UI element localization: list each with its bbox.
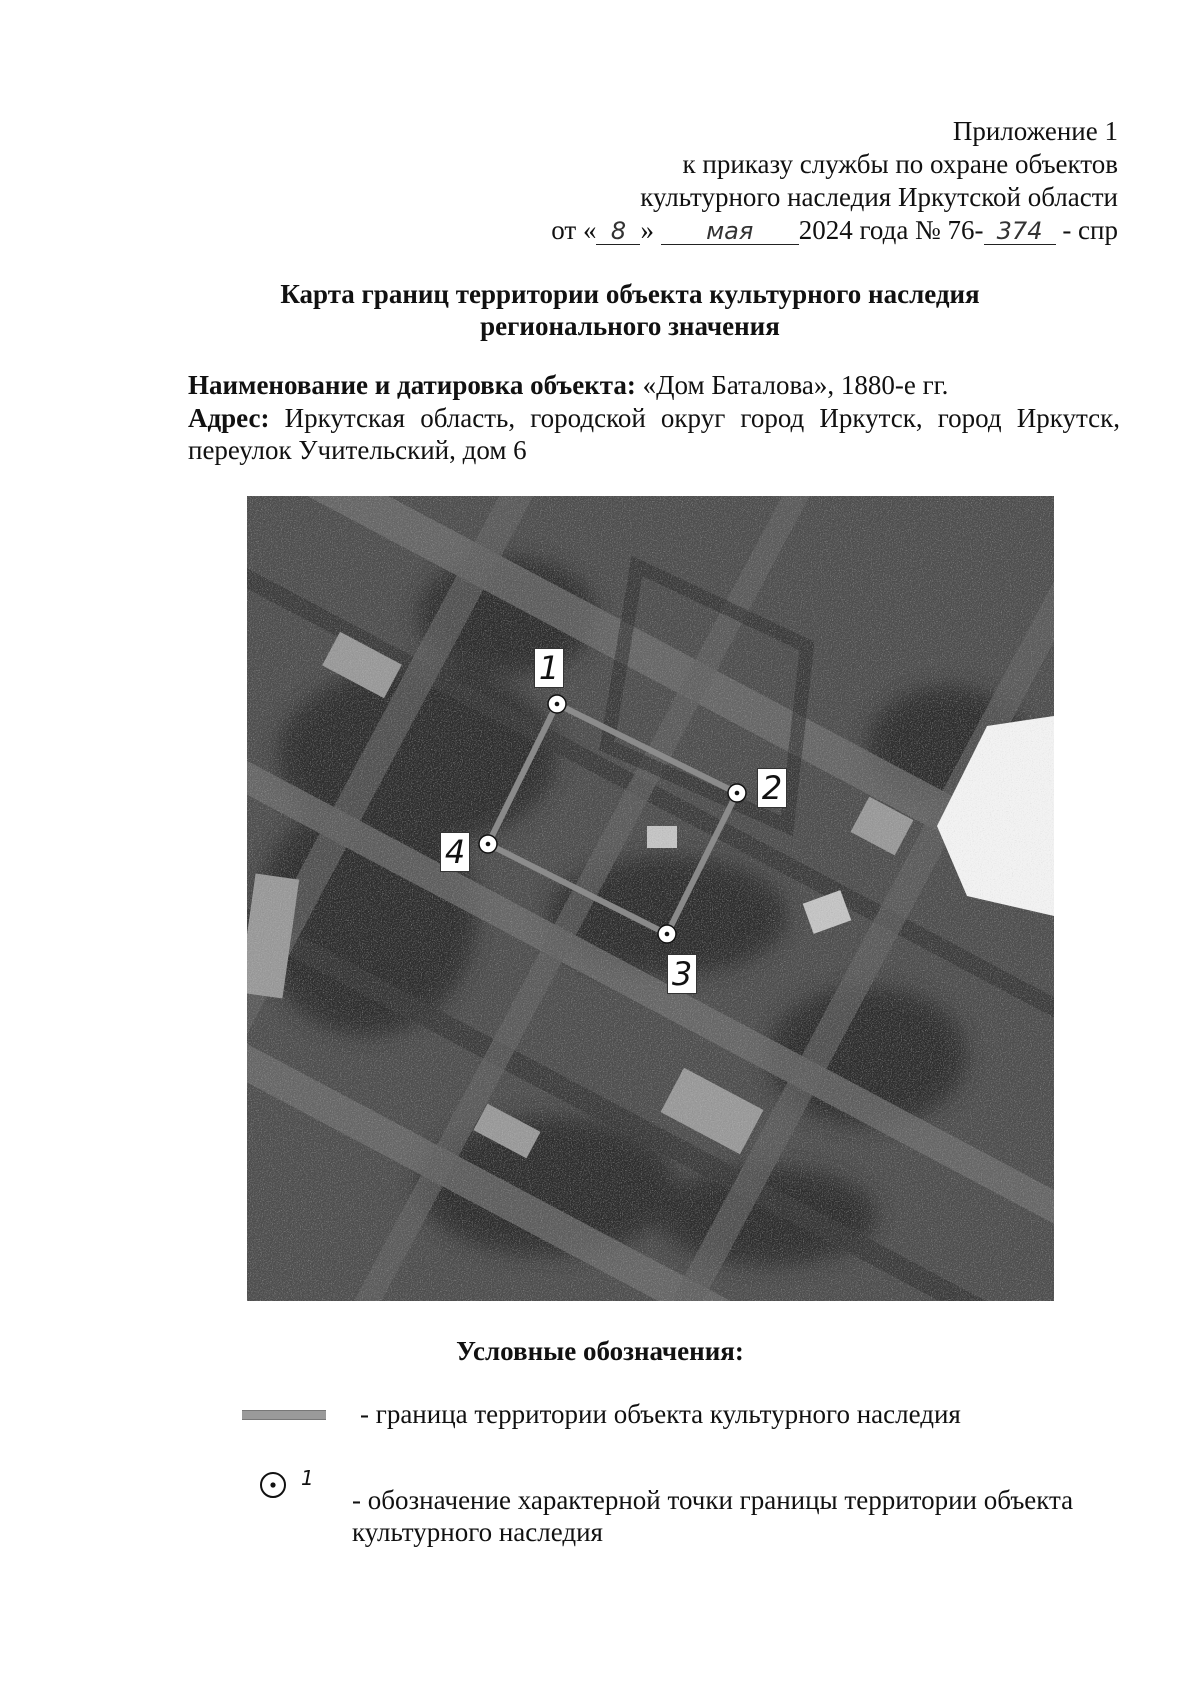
object-address-label: Адрес: xyxy=(188,403,270,433)
boundary-point-3 xyxy=(658,925,676,943)
date-prefix: от « xyxy=(551,215,597,245)
date-day-handwritten: 8 xyxy=(596,218,640,245)
appendix-line-order: к приказу службы по охране объектов xyxy=(682,149,1118,179)
boundary-point-2 xyxy=(728,784,746,802)
boundary-line-symbol xyxy=(242,1410,326,1420)
object-name-value: «Дом Баталова», 1880-е гг. xyxy=(642,370,949,400)
appendix-line-authority: культурного наследия Иркутской области xyxy=(640,182,1118,212)
date-year-text: 2024 года № 76- xyxy=(798,215,984,245)
legend-boundary-text: - граница территории объекта культурного наследия xyxy=(360,1399,961,1429)
point-label-3: 3 xyxy=(667,954,697,994)
legend-point-text-line-2: культурного наследия xyxy=(352,1517,603,1547)
legend-point-text xyxy=(352,1484,1112,1548)
legend-point-text-line-1: - обозначение характерной точки границы территории объекта xyxy=(352,1485,1074,1515)
object-address xyxy=(188,402,1120,466)
document-title xyxy=(190,278,1070,342)
object-name-label: Наименование и датировка объекта: xyxy=(188,370,636,400)
boundary-map xyxy=(247,496,1054,1301)
title-line-1: Карта границ территории объекта культурного наследия xyxy=(280,279,980,309)
legend-title: Условные обозначения: xyxy=(456,1336,744,1366)
appendix-title: Приложение 1 xyxy=(952,116,1118,146)
legend-point-number: 1 xyxy=(301,1466,314,1490)
object-address-value: Иркутская область, городской округ город Иркутск, город Иркутск, переулок Учительский, дом 6 xyxy=(188,403,1121,465)
point-label-1: 1 xyxy=(534,648,564,688)
date-mid: » xyxy=(640,215,654,245)
order-number-handwritten: 374 xyxy=(984,218,1056,245)
order-date-line xyxy=(551,214,1118,246)
boundary-point-icon xyxy=(258,1470,288,1500)
order-suffix: - спр xyxy=(1062,215,1118,245)
date-month-handwritten: мая xyxy=(661,218,799,245)
aerial-photo xyxy=(247,496,1054,1301)
title-line-2: регионального значения xyxy=(480,311,780,341)
boundary-point-4 xyxy=(479,835,497,853)
point-label-2: 2 xyxy=(757,768,787,808)
object-name xyxy=(188,369,1120,401)
point-label-4: 4 xyxy=(440,832,470,872)
boundary-point-1 xyxy=(548,695,566,713)
